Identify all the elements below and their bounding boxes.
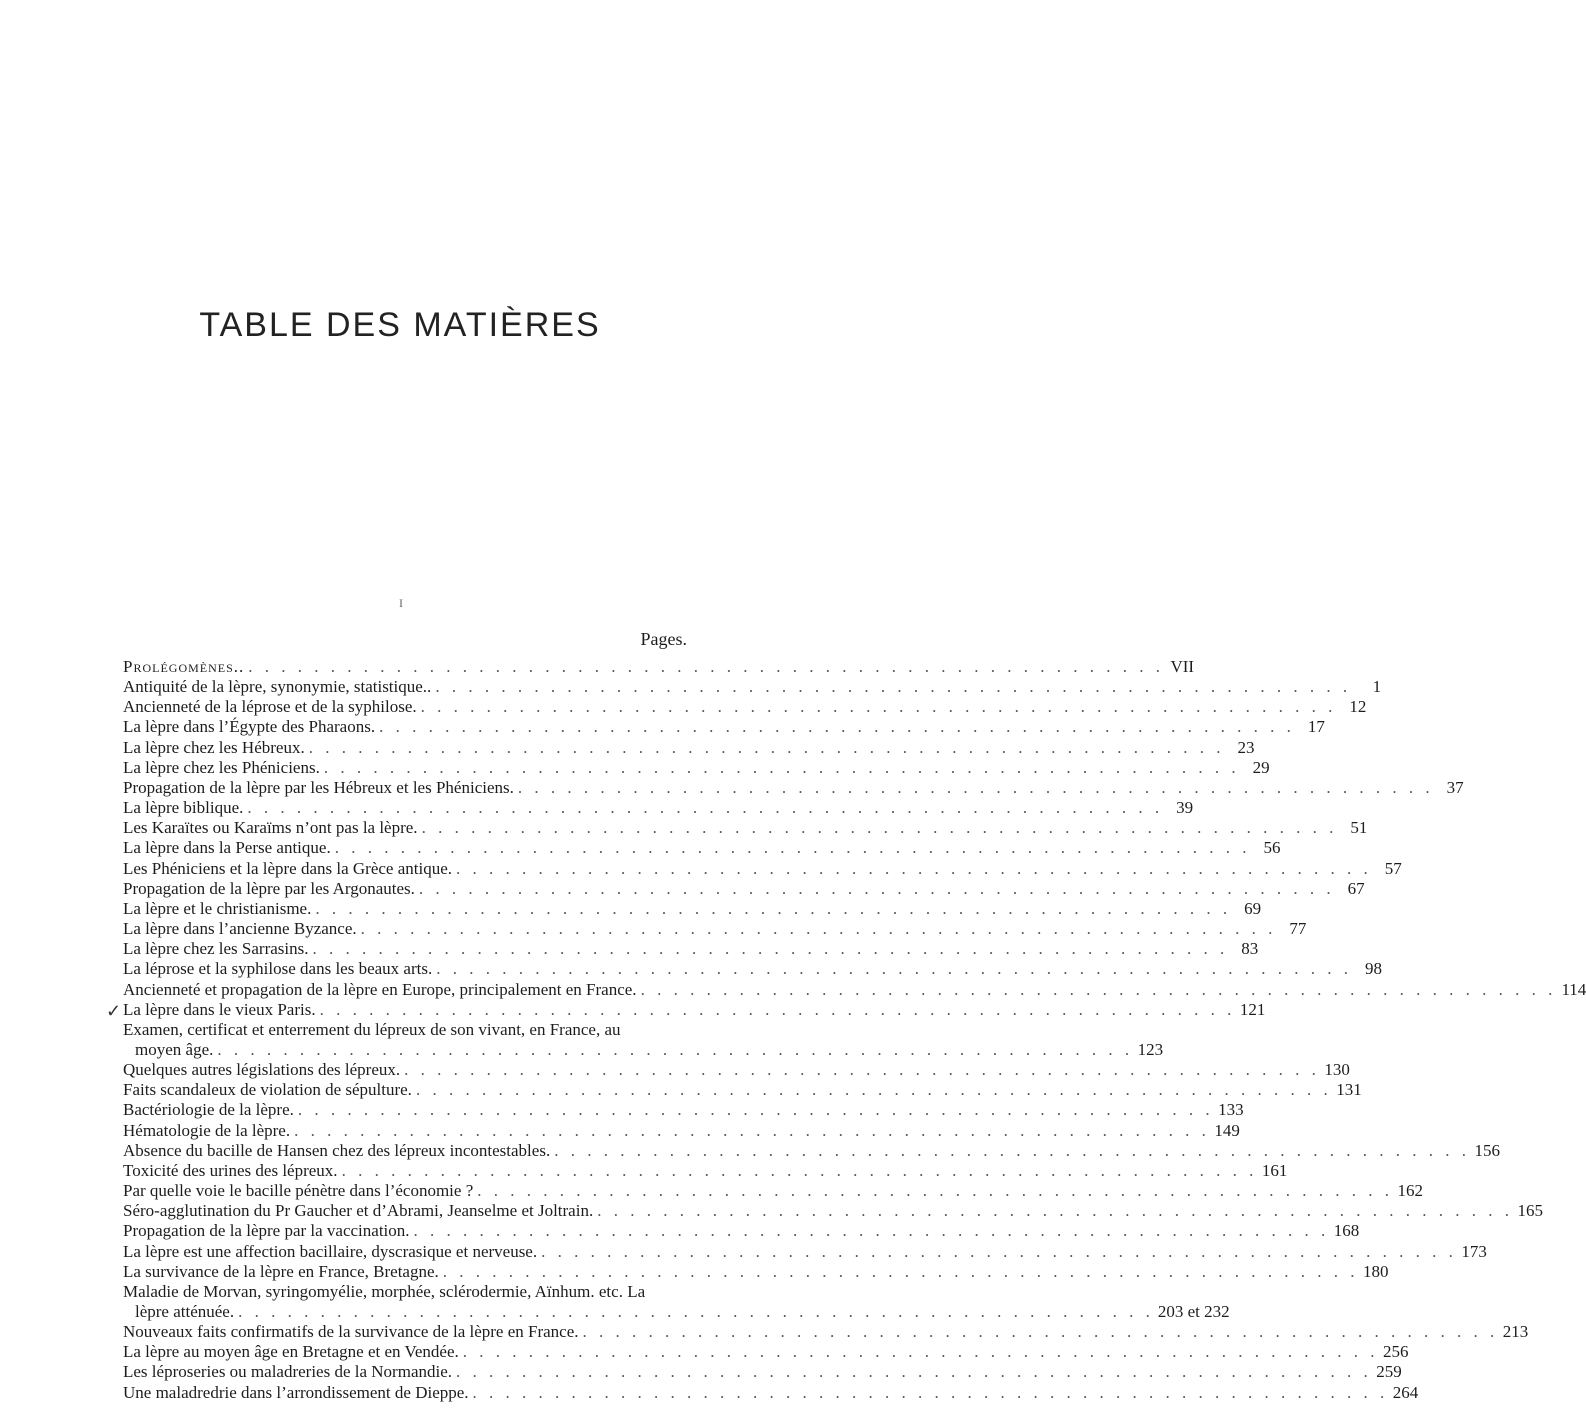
dot-leader: [357, 919, 1281, 939]
pages-column-header: Pages.: [640, 629, 687, 649]
dot-leader: [415, 879, 1339, 899]
toc-entry-label: Séro-agglutination du Pr Gaucher et d’Abrami, Jeanselme et Joltrain.: [123, 1201, 594, 1221]
toc-entry: [123, 717, 1325, 737]
toc-entry: [123, 1342, 1409, 1362]
toc-entry: [123, 1221, 1360, 1241]
toc-entry: [123, 878, 1365, 899]
toc-entry: [123, 757, 1270, 778]
toc-entry-label: Hématologie de la lèpre.: [123, 1120, 291, 1140]
toc-entry-label: Les léproseries ou maladreries de la Normandie.: [123, 1362, 453, 1382]
toc-entry-label: Quelques autres législations des lépreux.: [123, 1060, 401, 1080]
toc-entry-page: 57: [1384, 858, 1402, 878]
toc-entry: [123, 1241, 1487, 1262]
dot-leader: [537, 1242, 1461, 1262]
toc-entry: [123, 939, 1259, 959]
dot-leader: [431, 677, 1355, 697]
toc-entry-page: 162: [1397, 1181, 1423, 1201]
dot-leader: [244, 657, 1168, 677]
toc-entry-page: VII: [1170, 657, 1195, 676]
toc-entry-page: 256: [1383, 1342, 1409, 1362]
dot-leader: [311, 899, 1235, 919]
toc-entry-label: La lèpre chez les Phéniciens.: [123, 757, 320, 777]
toc-entry: [123, 1060, 1350, 1080]
toc-entry-label: Maladie de Morvan, syringomyélie, morphée, sclérodermie, Aïnhum. etc. La: [123, 1281, 646, 1301]
toc-entry-page: 12: [1349, 697, 1367, 717]
toc-entry-label: La lèpre biblique.: [123, 798, 244, 818]
toc-entry: [123, 657, 1195, 677]
toc-entry-label: La lèpre chez les Sarrasins.: [123, 939, 309, 959]
toc-entry-page: 180: [1363, 1261, 1389, 1281]
dot-leader: [213, 1040, 1137, 1060]
toc-entry-label: Propagation de la lèpre par la vaccination.: [123, 1221, 410, 1241]
toc-entry: [123, 1282, 691, 1302]
dot-leader: [593, 1201, 1517, 1221]
toc-entry-page: 156: [1474, 1140, 1500, 1160]
dot-leader: [459, 1342, 1383, 1362]
dot-leader: [412, 1080, 1336, 1100]
toc-entry-page: 17: [1307, 717, 1325, 737]
toc-entry-label: Prolégomènes..: [123, 657, 245, 676]
toc-entry-label-continued: lèpre atténuée.: [135, 1302, 235, 1321]
toc-entry-page: 168: [1333, 1221, 1360, 1241]
dot-leader: [410, 1221, 1334, 1241]
toc-entry-page: 37: [1446, 777, 1464, 797]
toc-entry-page: 173: [1461, 1241, 1487, 1261]
toc-entry-page: 51: [1350, 818, 1368, 838]
toc-entry-label: La lèpre chez les Hébreux.: [123, 737, 305, 757]
toc-entry-page: 149: [1214, 1120, 1240, 1140]
toc-entry: [123, 777, 1464, 798]
toc-entry-label: Examen, certificat et enterrement du lépreux de son vivant, en France, au: [123, 1019, 621, 1039]
toc-entry-page: 264: [1392, 1382, 1419, 1402]
toc-entry: [123, 1201, 1543, 1221]
toc-entry: [123, 1120, 1240, 1141]
dot-leader: [432, 959, 1356, 979]
dot-leader: [331, 838, 1255, 858]
toc-entry-page: 29: [1252, 757, 1270, 777]
toc-entry: [123, 1181, 1423, 1201]
toc-entry-page: 69: [1244, 898, 1262, 918]
toc-entry-label-continued: moyen âge.: [135, 1039, 214, 1059]
toc-entry-label: Absence du bacille de Hansen chez des lépreux incontestables.: [123, 1140, 551, 1160]
toc-entry: [123, 1140, 1500, 1161]
dot-leader: [290, 1121, 1214, 1141]
dot-leader: [417, 697, 1341, 717]
toc-entry-page: 98: [1364, 959, 1382, 979]
toc-entry-label: La lèpre est une affection bacillaire, dyscrasique et nerveuse.: [123, 1241, 538, 1261]
toc-entry-continuation: [123, 1302, 1230, 1322]
dot-leader: [514, 778, 1438, 798]
dot-leader: [305, 738, 1229, 758]
dot-leader: [469, 1383, 1393, 1403]
toc-entry-page: 67: [1347, 878, 1365, 898]
toc-entry-page: 114: [1561, 979, 1586, 999]
toc-entry-continuation: [123, 1039, 1164, 1060]
toc-entry-label: La lèpre dans la Perse antique.: [123, 838, 331, 858]
dot-leader: [309, 939, 1233, 959]
toc-entry: [123, 818, 1368, 838]
toc-entry-page: 130: [1324, 1060, 1350, 1080]
check-mark-icon: ✓: [106, 1001, 122, 1021]
dot-leader: [452, 1362, 1376, 1382]
dot-leader: [473, 1181, 1397, 1201]
toc-entry-page: 121: [1239, 999, 1266, 1019]
dot-leader: [375, 717, 1299, 737]
toc-entry-label: Bactériologie de la lèpre.: [123, 1100, 294, 1120]
toc-entry-label: Propagation de la lèpre par les Hébreux et les Phéniciens.: [123, 777, 514, 797]
toc-entry-label: Nouveaux faits confirmatifs de la survivance de la lèpre en France.: [123, 1322, 579, 1342]
dot-leader: [294, 1100, 1218, 1120]
toc-entry: [123, 1160, 1288, 1181]
toc-entry-label: Les Phéniciens et la lèpre dans la Grèce antique.: [123, 858, 453, 878]
toc-entry: [123, 1100, 1244, 1120]
toc-entry-label: Ancienneté de la léprose et de la syphilose.: [123, 697, 417, 717]
toc-entry-page: 161: [1261, 1160, 1288, 1180]
toc-entry: [123, 1322, 1529, 1342]
toc-entry-label: Faits scandaleux de violation de sépulture.: [123, 1080, 412, 1100]
toc-entry-page: 39: [1176, 798, 1194, 818]
toc-entry-page: 131: [1336, 1080, 1362, 1100]
toc-entry: [123, 919, 1307, 939]
toc-entry-page: 83: [1241, 939, 1259, 959]
toc-entry: [123, 959, 1382, 979]
toc-entry-label: La lèpre dans l’ancienne Byzance.: [123, 919, 357, 939]
toc-entry-page: 259: [1376, 1362, 1402, 1382]
toc-entry-label: La lèpre et le christianisme.: [123, 898, 312, 918]
dot-leader: [243, 798, 1167, 818]
toc-entry-label: Propagation de la lèpre par les Argonautes.: [123, 878, 415, 898]
toc-entry-label: La lèpre dans l’Égypte des Pharaons.: [123, 717, 376, 737]
toc-entry: [123, 798, 1194, 818]
dot-leader: [316, 1000, 1240, 1020]
toc-entry: [123, 697, 1367, 717]
toc-entry-label: La survivance de la lèpre en France, Bretagne.: [123, 1261, 439, 1281]
toc-entry-page: 165: [1517, 1201, 1543, 1221]
table-of-contents: [123, 657, 1586, 1403]
toc-entry-page: 123: [1137, 1039, 1164, 1059]
toc-entry: [123, 858, 1402, 879]
toc-entry: [123, 1261, 1389, 1282]
toc-entry-label: Une maladredrie dans l’arrondissement de Dieppe.: [123, 1382, 469, 1402]
toc-entry: [123, 1382, 1419, 1403]
toc-entry-label: Toxicité des urines des lépreux.: [123, 1160, 338, 1180]
toc-entry-label: Les Karaïtes ou Karaïms n’ont pas la lèpre.: [123, 818, 418, 838]
toc-entry-label: Antiquité de la lèpre, synonymie, statistique..: [123, 677, 432, 697]
page-title: TABLE DES MATIÈRES: [199, 305, 601, 344]
toc-entry-label: Ancienneté et propagation de la lèpre en Europe, principalement en France.: [123, 979, 637, 999]
toc-entry-label: La léprose et la syphilose dans les beaux arts.: [123, 959, 433, 979]
dot-leader: [418, 818, 1342, 838]
toc-entry: [123, 898, 1262, 919]
dot-leader: [439, 1262, 1363, 1282]
dot-leader: [320, 758, 1244, 778]
dot-leader: [234, 1302, 1158, 1322]
toc-entry: [123, 838, 1281, 858]
section-marker: I: [399, 596, 403, 610]
toc-entry-page: 23: [1237, 737, 1255, 757]
toc-entry-label: La lèpre au moyen âge en Bretagne et en Vendée.: [123, 1342, 459, 1362]
toc-entry-page: 77: [1289, 919, 1307, 939]
toc-entry: [123, 999, 1266, 1020]
toc-entry: [123, 737, 1255, 758]
dot-leader: [452, 859, 1376, 879]
toc-entry-page: 133: [1218, 1100, 1244, 1120]
toc-entry-page: 213: [1502, 1322, 1529, 1342]
toc-entry-label: Par quelle voie le bacille pénètre dans l’économie ?: [123, 1181, 474, 1201]
toc-entry: [123, 1080, 1362, 1100]
toc-entry: [123, 677, 1382, 697]
toc-entry-page: 1: [1372, 677, 1382, 697]
toc-entry: [123, 1362, 1402, 1382]
dot-leader: [400, 1060, 1324, 1080]
toc-entry: [123, 1020, 691, 1040]
dot-leader: [579, 1322, 1503, 1342]
dot-leader: [550, 1141, 1474, 1161]
toc-entry-page: 203 et 232: [1157, 1302, 1230, 1321]
toc-entry-label: La lèpre dans le vieux Paris.: [123, 999, 316, 1019]
toc-entry-page: 56: [1263, 838, 1281, 858]
toc-entry: [123, 979, 1586, 1000]
dot-leader: [637, 980, 1561, 1000]
dot-leader: [338, 1161, 1262, 1181]
